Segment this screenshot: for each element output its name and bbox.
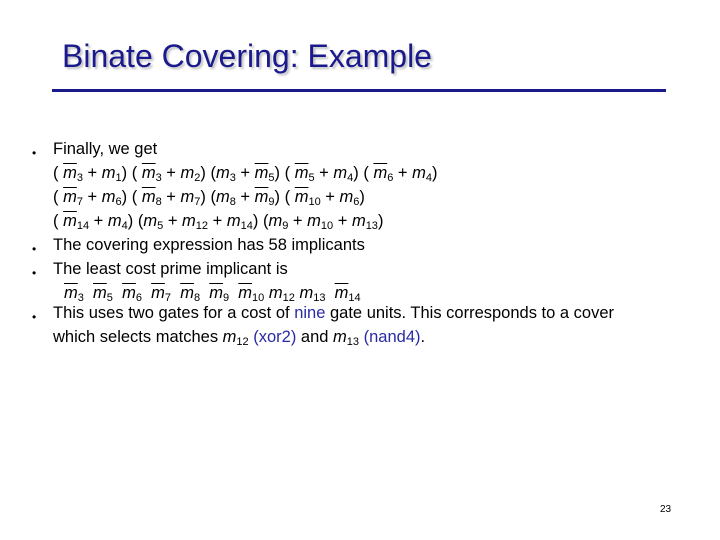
bullet-finally: Finally, we get	[53, 140, 158, 158]
expression-line-2: ( $\overline{m}_7 + m_6$) ( $\overline{m}_8 + m_7$) $(m_8 + \overline{m}_9)$ ( $\overline{m}_{10} + m_6$)	[53, 188, 365, 208]
selects-text: which selects matches	[53, 328, 223, 346]
bullet-cost-line-2: which selects matches $m_{12}$ (xor2) and $m_{13}$ (nand4).	[53, 328, 426, 348]
page-number: 23	[660, 504, 672, 515]
nine-highlight: nine	[294, 304, 326, 322]
xor2-label: (xor2)	[253, 328, 297, 346]
expression-line-1: ( $\overline{m}_3 + m_1$) ( $\overline{m}_3 + m_2$) $(m_3 + \overline{m}_5)$ ( $\overline{m}_5 + m_4$) ( $\overline{m}_6 + m_4$)	[53, 164, 438, 184]
least-cost-implicant: $\overline{m}_3$ $\overline{m}_5$ $\overline{m}_6$ $\overline{m}_7$ $\overline{m}_8$ $\overline{m}_9$ $\overline{m}_{10}$ $m_{12}$ $m_{13}$ $\overline{m}_{14}$	[64, 284, 361, 304]
cover-text: gate units. This corresponds to a cover	[325, 304, 615, 322]
slide-title: Binate Covering: Example	[62, 38, 432, 74]
bullet-dot: •	[32, 242, 37, 256]
bullet-cost-line-1	[53, 301, 614, 325]
bullet-least-cost: The least cost prime implicant is	[53, 260, 288, 278]
and-text: and	[296, 328, 334, 346]
bullet-implicant-count: The covering expression has 58 implicants	[53, 236, 365, 254]
nand4-label: (nand4)	[363, 328, 421, 346]
bullet-dot: •	[32, 266, 37, 280]
period-text: .	[420, 328, 426, 346]
bullet-dot: •	[32, 310, 37, 324]
expression-line-3: ( $\overline{m}_{14} + m_4$) $(m_5 + m_{12} + m_{14}) (m_9 + m_{10} + m_{13})$	[53, 212, 384, 232]
bullet-dot: •	[32, 146, 37, 160]
cost-text: This uses two gates for a cost of	[53, 304, 295, 322]
